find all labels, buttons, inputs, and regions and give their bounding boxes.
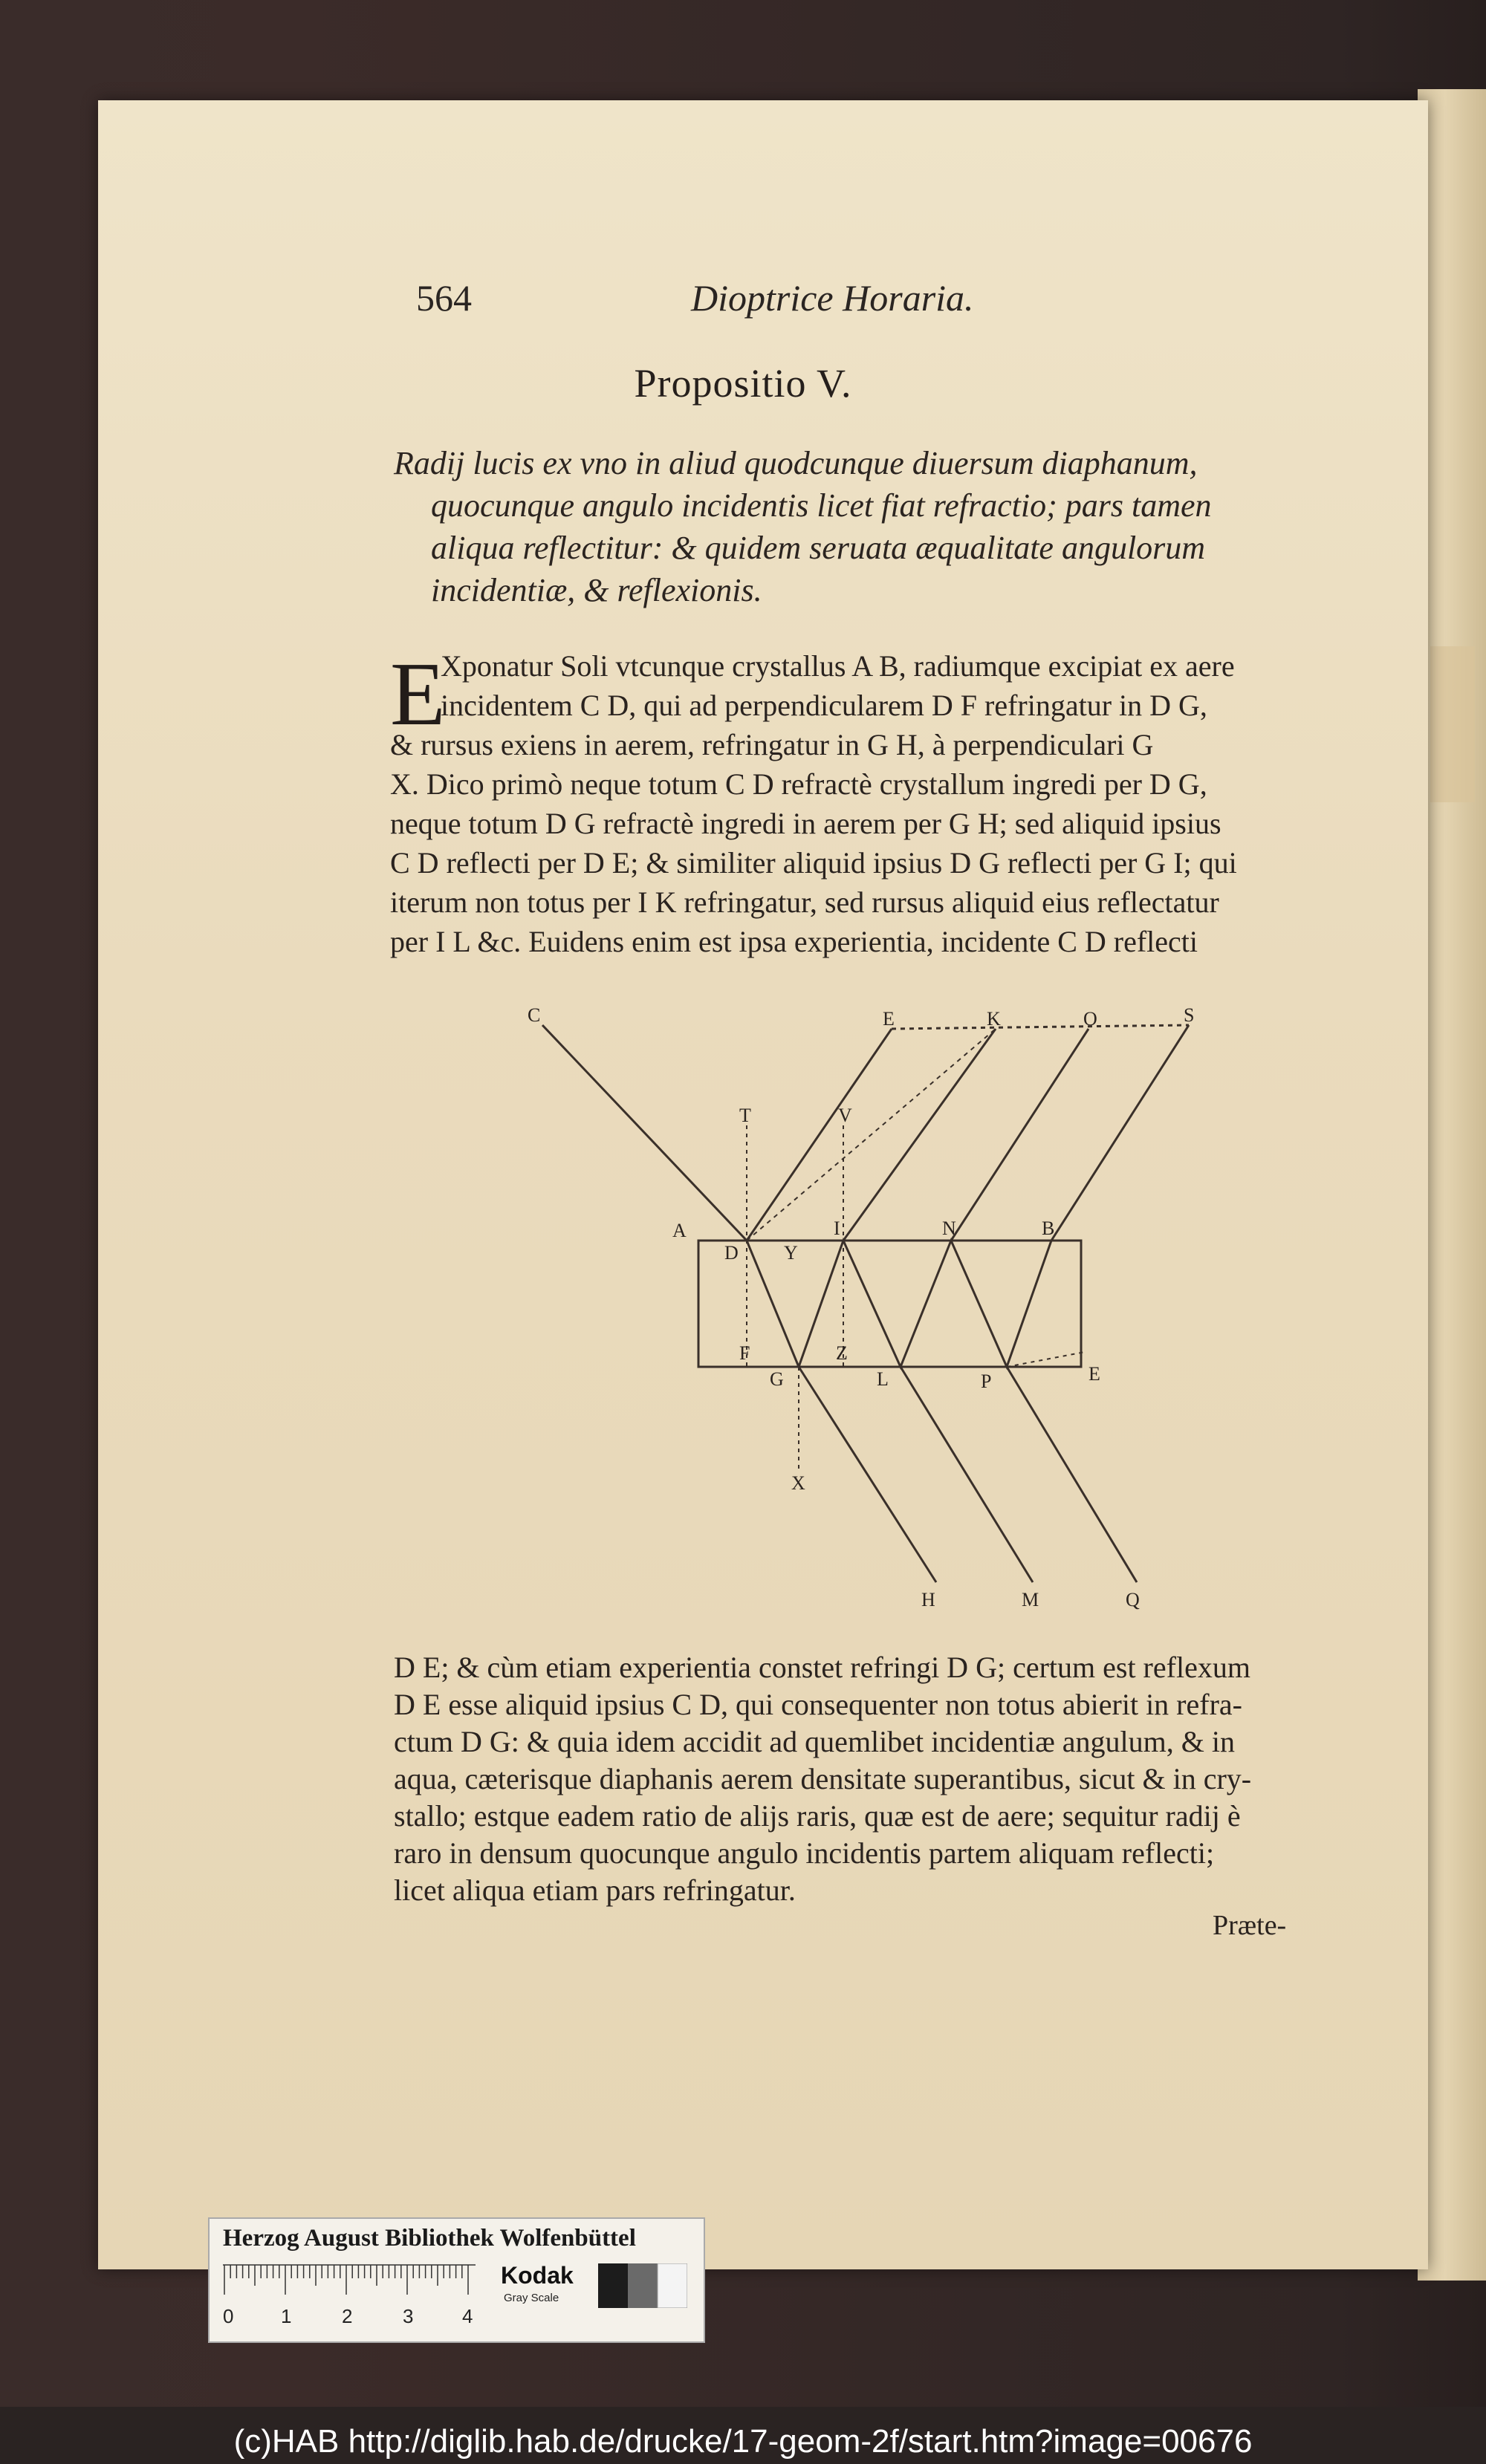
running-head: Dioptrice Horaria. [691, 277, 974, 319]
body-line: neque totum D G refractè ingredi in aerem per G H; sed aliquid ipsius [390, 807, 1221, 840]
label-g: G [770, 1368, 784, 1390]
label-f: F [739, 1342, 750, 1364]
ray-de [747, 1029, 892, 1241]
label-k: K [987, 1008, 1001, 1030]
label-n: N [942, 1218, 956, 1239]
body-line: & rursus exiens in aerem, refringatur in G H, à perpendiculari G [390, 728, 1154, 761]
proposition-enunciation [394, 442, 1345, 611]
top-dotted-line [892, 1025, 1189, 1029]
next-page-stain [1430, 646, 1475, 802]
label-e-top: E [883, 1008, 895, 1030]
ruler-number: 3 [403, 2305, 414, 2327]
dotted-pe [1007, 1352, 1085, 1367]
label-t: T [739, 1105, 751, 1126]
page-number: 564 [416, 277, 472, 319]
body-line: D E; & cùm etiam experientia constet refringi D G; certum est reflexum [394, 1651, 1250, 1684]
body-line: per I L &c. Euidens enim est ipsa experientia, incidente C D reflecti [390, 925, 1198, 958]
ruler-number: 4 [462, 2305, 473, 2327]
proposition-title: Propositio V. [634, 361, 852, 406]
crystal-rectangle [698, 1241, 1081, 1367]
ray-gh [799, 1367, 936, 1582]
catchword: Præte- [1213, 1910, 1287, 1941]
label-m: M [1022, 1589, 1039, 1610]
body-line: aqua, cæterisque diaphanis aerem densitate superantibus, sicut & in cry- [394, 1762, 1252, 1795]
label-i: I [834, 1218, 840, 1239]
ruler-number: 2 [342, 2305, 353, 2327]
gray-scale-patches [598, 2263, 687, 2308]
body-line: D E esse aliquid ipsius C D, qui consequenter non totus abierit in refra- [394, 1688, 1242, 1721]
drop-capital: E [390, 644, 446, 744]
label-v: V [838, 1105, 852, 1126]
body-line: licet aliqua etiam pars refringatur. [394, 1873, 796, 1907]
library-name: Herzog August Bibliothek Wolfenbüttel [223, 2225, 636, 2252]
ruler-number: 1 [281, 2305, 292, 2327]
gray-scale-label: Gray Scale [504, 2292, 559, 2304]
label-c: C [528, 1004, 541, 1026]
label-q: Q [1126, 1589, 1140, 1610]
kodak-logo: Kodak [501, 2262, 574, 2289]
body-text-top [390, 646, 1356, 961]
body-text-bottom [394, 1649, 1360, 1909]
label-y: Y [784, 1242, 798, 1264]
label-a: A [672, 1220, 687, 1241]
ruler [223, 2263, 490, 2330]
color-reference-card [208, 2217, 705, 2343]
ray-bs [1051, 1025, 1189, 1241]
ray-cd [542, 1025, 747, 1241]
body-line: stallo; estque eadem ratio de alijs raris, quæ est de aere; sequitur radij è [394, 1799, 1241, 1833]
label-h: H [921, 1589, 935, 1610]
body-line: incidentem C D, qui ad perpendicularem D F refringatur in D G, [441, 689, 1207, 722]
enunciation-line: quocunque angulo incidentis licet fiat refractio; pars tamen [431, 487, 1212, 524]
label-x: X [791, 1472, 805, 1494]
body-line: Xponatur Soli vtcunque crystallus A B, radiumque excipiat ex aere [441, 649, 1235, 683]
enunciation-line: incidentiæ, & reflexionis. [431, 572, 762, 608]
refraction-diagram [520, 995, 1233, 1627]
enunciation-line: Radij lucis ex vno in aliud quodcunque diuersum diaphanum, [394, 445, 1198, 481]
body-line: C D reflecti per D E; & similiter aliquid ipsius D G reflecti per G I; qui [390, 846, 1237, 880]
body-line: iterum non totus per I K refringatur, sed rursus aliquid eius reflectatur [390, 885, 1219, 919]
ray-pq [1007, 1367, 1137, 1582]
label-o: O [1083, 1008, 1097, 1030]
label-l: L [877, 1368, 889, 1390]
label-s: S [1184, 1004, 1195, 1026]
ray-lm [901, 1367, 1033, 1582]
body-line: raro in densum quocunque angulo incidentis partem aliquam reflecti; [394, 1836, 1215, 1870]
enunciation-line: aliqua reflectitur: & quidem seruata æqualitate angulorum [431, 530, 1206, 566]
body-line: ctum D G: & quia idem accidit ad quemlibet incidentiæ angulum, & in [394, 1725, 1235, 1758]
label-z: Z [836, 1342, 848, 1364]
label-p: P [981, 1371, 992, 1392]
label-b: B [1042, 1218, 1055, 1239]
copyright-footer: (c)HAB http://diglib.hab.de/drucke/17-geom-2f/start.htm?image=00676 [233, 2423, 1253, 2460]
ruler-number: 0 [223, 2305, 234, 2327]
label-e-right: E [1088, 1363, 1100, 1385]
body-line: X. Dico primò neque totum C D refractè crystallum ingredi per D G, [390, 767, 1207, 801]
label-d: D [724, 1242, 739, 1264]
